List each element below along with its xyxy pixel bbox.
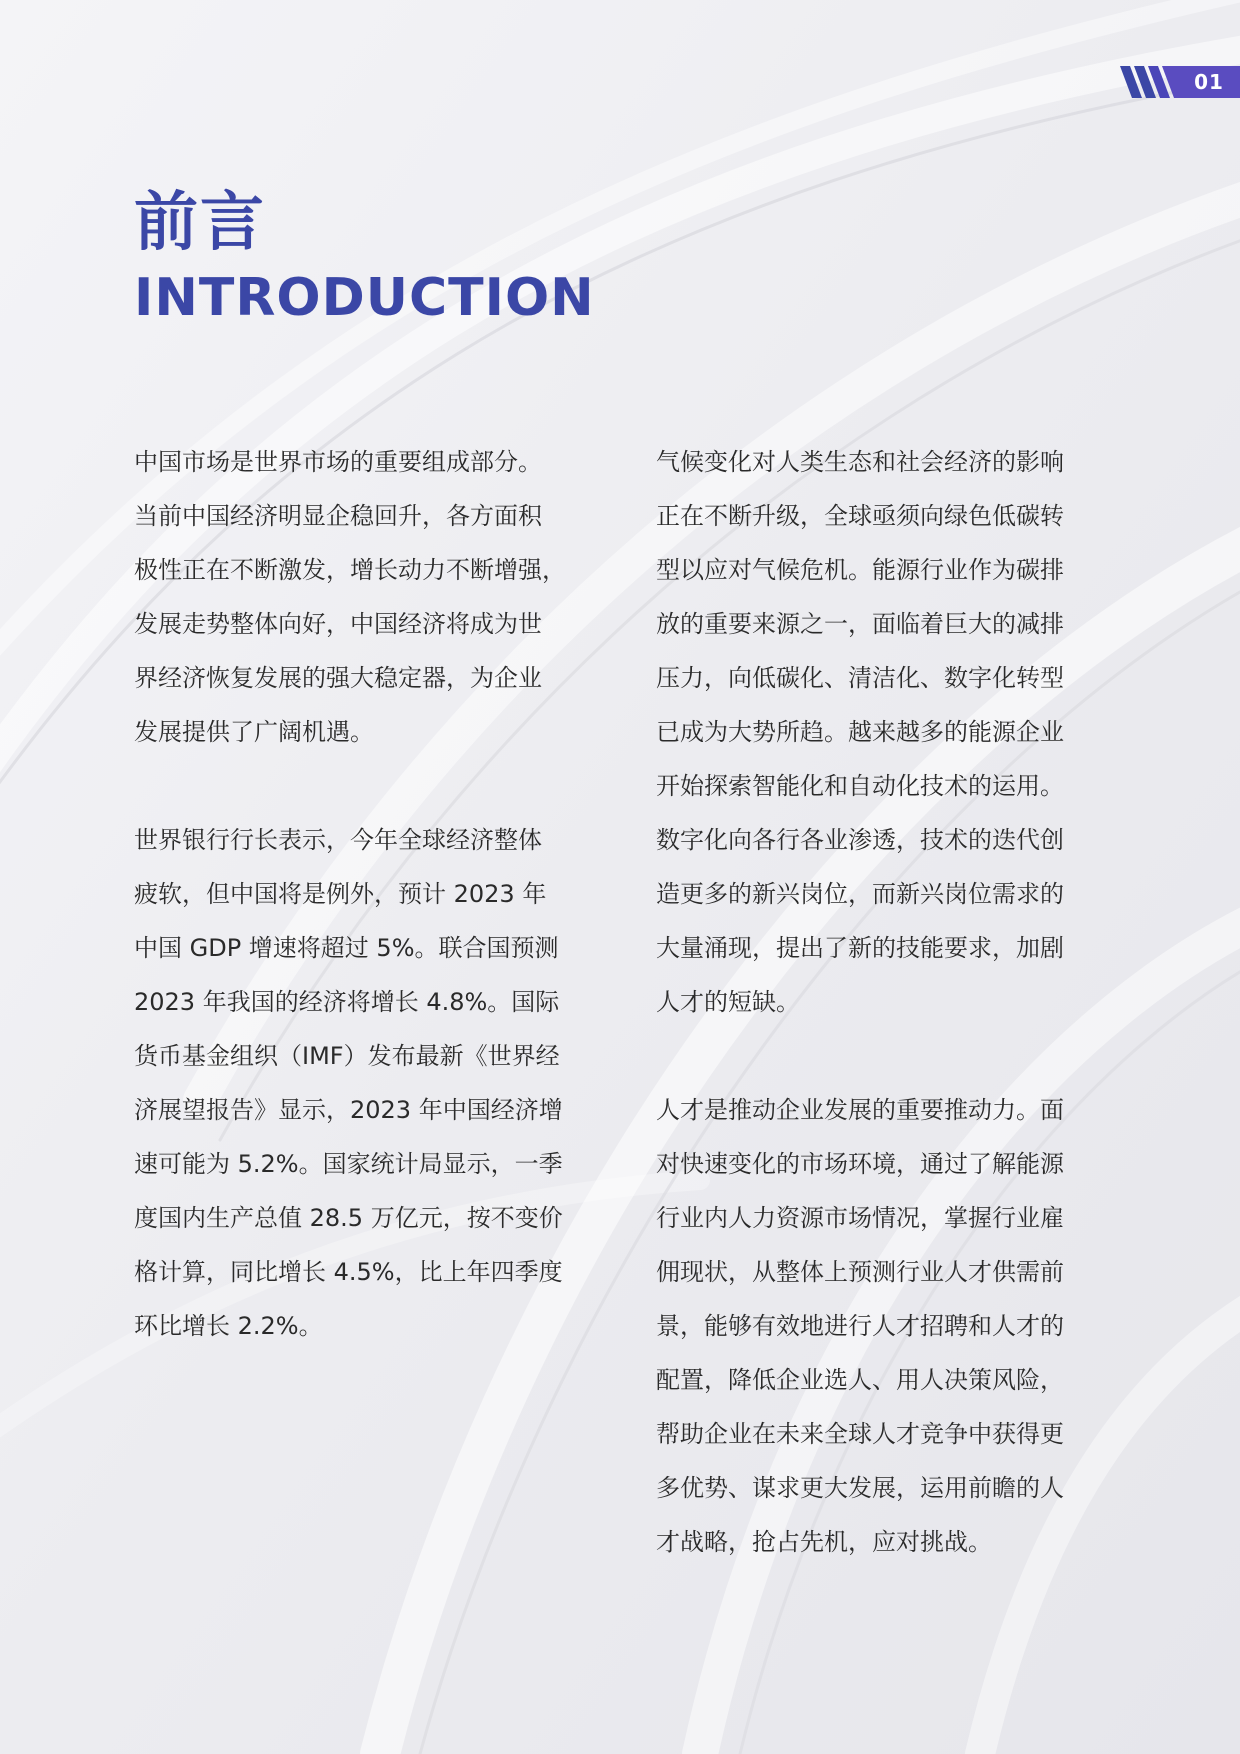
left-column (134, 435, 584, 1353)
paragraph: 气候变化对人类生态和社会经济的影响 正在不断升级，全球亟须向绿色低碳转 型以应对气候危机。能源行业作为碳排 放的重要来源之一，面临着巨大的减排 压力，向低碳化、清洁化、数字化转型 已成为大势所趋。越来越多的能源企业 开始探索智能化和自动化技术的运用。 数字化向各行各业渗透，技术的迭代创 造更多的新兴岗位，而新兴岗位需求的 大量涌现，提出了新的技能要求，加剧 人才的短缺。 (656, 448, 1064, 1016)
page-number-badge (1120, 66, 1240, 98)
right-column (656, 435, 1106, 1569)
page-number: 01 (1194, 70, 1224, 94)
paragraph: 人才是推动企业发展的重要推动力。面 对快速变化的市场环境，通过了解能源 行业内人力资源市场情况，掌握行业雇 佣现状，从整体上预测行业人才供需前 景，能够有效地进行人才招聘和人才的 配置，降低企业选人、用人决策风险， 帮助企业在未来全球人才竞争中获得更 多优势、谋求更大发展，运用前瞻的人 才战略，抢占先机，应对挑战。 (656, 1096, 1064, 1556)
page-title: 前言 (134, 186, 266, 260)
paragraph: 中国市场是世界市场的重要组成部分。 当前中国经济明显企稳回升，各方面积 极性正在不断激发，增长动力不断增强， 发展走势整体向好，中国经济将成为世 界经济恢复发展的强大稳定器，为企业 发展提供了广阔机遇。 (134, 448, 566, 746)
paragraph: 世界银行行长表示，今年全球经济整体 疲软，但中国将是例外，预计 2023 年 中国 GDP 增速将超过 5%。联合国预测 2023 年我国的经济将增长 4.8%。国际 货币基金组织（IMF）发布最新《世界经 济展望报告》显示，2023 年中国经济增 速可能为 5.2%。国家统计局显示，一季 度国内生产总值 28.5 万亿元，按不变价 格计算，同比增长 4.5%，比上年四季度 环比增长 2.2%。 (134, 826, 563, 1340)
page-subtitle: INTRODUCTION (134, 268, 595, 328)
